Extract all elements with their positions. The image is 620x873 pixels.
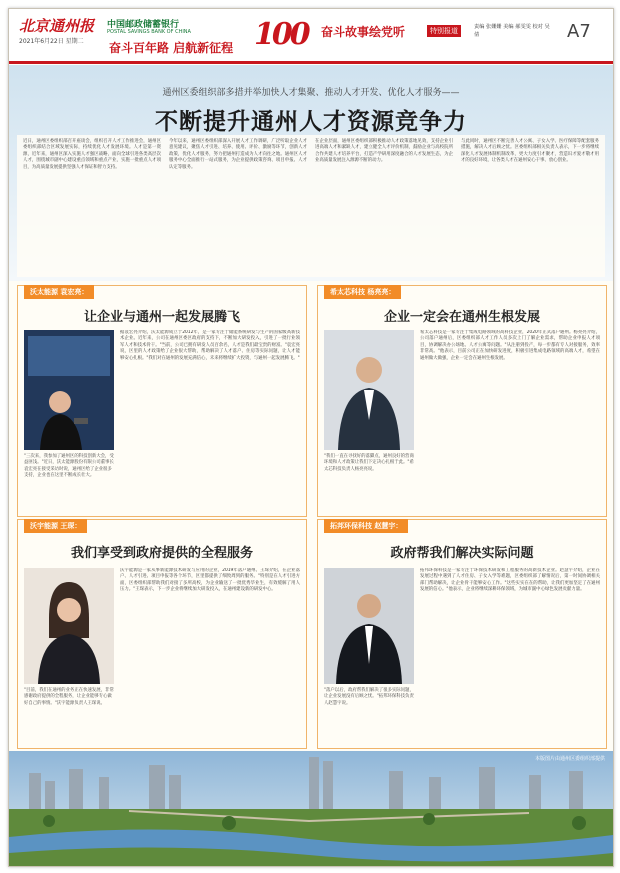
interview-section xyxy=(317,285,607,517)
lead-column: 近日，通州区委组织部召开座谈会，组织召开人才工作推进会，通州区委组织部结合区域发展实际，持续优化人才发展环境。人才是第一资源，近年来，通州区深入实施人才强区战略，面向全球引进各类高层次人才，围绕城市副中心建设重点领域和重点产业，实施一批重点人才项目，为高质量发展提供坚强人才保证和智力支持。 xyxy=(23,139,161,170)
portrait-photo xyxy=(324,568,414,684)
portrait-illustration xyxy=(324,330,414,450)
issue-date: 2021年6月22日 星期二 xyxy=(19,38,84,45)
section-body: 拓邦环保科技是一家专注于环保技术研发和工程服务的高新技术企业。赵慧宇介绍，企业在发展过程中遇到了人才住房、子女入学等难题，区委组织部了解情况后，第一时间协调相关部门帮助解决，让企业骨干能够安心工作。"这些实实在在的帮助，让我们更加坚定了在通州发展的信心。"他表示，企业将继续深耕环保领域，为城市副中心绿色发展贡献力量。 xyxy=(420,568,600,593)
editor-credits: 责编 张姗姗 美编 郝雯雯 校对 吴倩 xyxy=(474,24,550,38)
lead-column: 今年以来，通州区委组织部深入开展人才工作调研，广泛听取企业人才意见建议，聚焦人才引进、培养、使用、评价、激励等环节，创新人才政策，优化人才服务，努力把通州打造成为人才向往之地。通州区人才服务中心全面推行一站式服务，为企业提供政策咨询、项目申报、人才认定等服务。 xyxy=(169,139,307,170)
section-tab: 沃太能源 袁宏亮： xyxy=(24,285,94,299)
quote-text: "我们一直在寻找好的落脚点，通州良好的营商环境和人才政策让我们下定决心扎根于此。"希太芯科技负责人杨亮亮说。 xyxy=(324,454,414,472)
section-title: 让企业与通州一起发展腾飞 xyxy=(83,310,240,325)
photo-credit: 本版图片由通州区委组织部提供 xyxy=(534,756,605,762)
interview-section xyxy=(17,519,307,749)
skyline-illustration xyxy=(9,751,613,866)
column-tag: 特别报道 xyxy=(427,25,461,37)
column-banner: 奋斗故事绘党听 xyxy=(321,25,406,39)
section-title: 我们享受到政府提供的全程服务 xyxy=(70,546,253,561)
quote-text: "落户以后，政府帮我们解决了很多实际问题，让企业发展没有后顾之忧。"拓邦环保科技负责人赵慧宇说。 xyxy=(324,688,414,706)
interview-section xyxy=(17,285,307,517)
section-tab: 拓邦环保科技 赵慧宇： xyxy=(324,519,408,533)
newspaper-page xyxy=(8,8,614,867)
quote-text: "目前，我们在通州的业务正在快速发展，非常感谢政府提供的全程服务，让企业能够专心做好自己的事情。"沃宇能源负责人王琛说。 xyxy=(24,688,114,706)
lead-article xyxy=(9,65,613,281)
masthead xyxy=(9,9,613,64)
city-skyline-photo xyxy=(9,751,613,866)
portrait-photo xyxy=(24,568,114,684)
lead-column: 在企业层面，通州区委组织部积极推动人才政策落地见效，支持企业引进高端人才和紧缺人才，建立健全人才评价机制，鼓励企业与高校院所合作共建人才培养平台，打造产学研用深度融合的人才发展生态，为企业高质量发展注入源源不断的动力。 xyxy=(315,139,453,164)
section-tab: 沃宇能源 王琛： xyxy=(24,519,87,533)
sponsor-bank-en: POSTAL SAVINGS BANK OF CHINA xyxy=(107,29,191,35)
section-tab: 希太芯科技 杨亮亮： xyxy=(324,285,401,299)
centenary-emblem xyxy=(254,15,316,53)
portrait-illustration xyxy=(24,568,114,684)
interview-section xyxy=(317,519,607,749)
section-body: 希太芯科技是一家专注于集成电路领域的高科技企业，2020年正式落户通州。杨亮亮介绍，公司落户通州后，区委组织部人才工作人员多次上门了解企业需求，帮助企业申报人才项目，协调解决办公场地、人才公寓等问题。"从注册到投产，每一步都有专人对接服务，效率非常高。"他表示，目前公司正在加快研发进度，积极引进集成电路领域的高端人才，希望在通州做大做强，企业一定会在通州生根发展。 xyxy=(420,330,600,361)
portrait-photo xyxy=(24,330,114,450)
lead-headline: 不断提升通州人才资源竞争力 xyxy=(155,109,467,135)
section-body: 据袁宏亮介绍，沃太能源成立于2012年，是一家专注于储能系统研发与生产的国家级高新技术企业。近年来，公司在通州区委区政府的支持下，不断加大研发投入，引进了一批行业领军人才和技术骨干。"当前，公司已拥有研发人员百余名，人才是我们最宝贵的财富。"袁宏亮说，区里的人才政策给了企业很大帮助，帮助解决了人才落户、住房等实际问题，让人才能够安心扎根。"我们对在通州的发展充满信心，未来将继续扩大投资，与通州一起发展腾飞。" xyxy=(120,330,300,361)
lead-column: 与此同时，通州区不断完善人才公寓、子女入学、医疗保障等配套服务措施，解决人才后顾之忧。区委组织部相关负责人表示，下一步将继续深化人才发展体制机制改革，更大力度引才聚才，营造识才爱才敬才用才的良好环境，让各类人才在通州安心干事、放心创业。 xyxy=(461,139,599,164)
section-body: 沃宇能源是一家从事新能源技术研发与应用的企业，2019年落户通州。王琛介绍，在企业落户、人才引进、项目申报等各个环节，区里都提供了细致周到的服务。"特别是在人才引进方面，区委组织部帮助我们对接了多所高校，为企业输送了一批优秀毕业生，有效缓解了用人压力。"王琛表示，下一步企业将继续加大研发投入，在通州建设新的研发中心。 xyxy=(120,568,300,593)
quote-text: "三次来，我参加了通州区的科技创新大会，受益匪浅。"近日，沃太能源股份有限公司董事长袁宏亮在接受采访时说，通州区给了企业很多支持，企业也在这里不断成长壮大。 xyxy=(24,454,114,479)
newspaper-logo: 北京通州报 xyxy=(19,17,95,35)
centenary-number: 100 xyxy=(254,17,308,52)
sponsor-bank: 中国邮政储蓄银行 xyxy=(107,20,180,30)
centenary-slogan: 奋斗百年路 启航新征程 xyxy=(109,41,234,55)
section-title: 企业一定会在通州生根发展 xyxy=(383,310,540,325)
section-title: 政府帮我们解决实际问题 xyxy=(390,546,534,561)
portrait-illustration xyxy=(324,568,414,684)
portrait-illustration xyxy=(24,330,114,450)
lead-subtitle: 通州区委组织部多措并举加快人才集聚、推动人才开发、优化人才服务—— xyxy=(162,88,460,98)
page-number: A7 xyxy=(567,21,591,42)
lead-columns xyxy=(23,139,599,275)
portrait-photo xyxy=(324,330,414,450)
